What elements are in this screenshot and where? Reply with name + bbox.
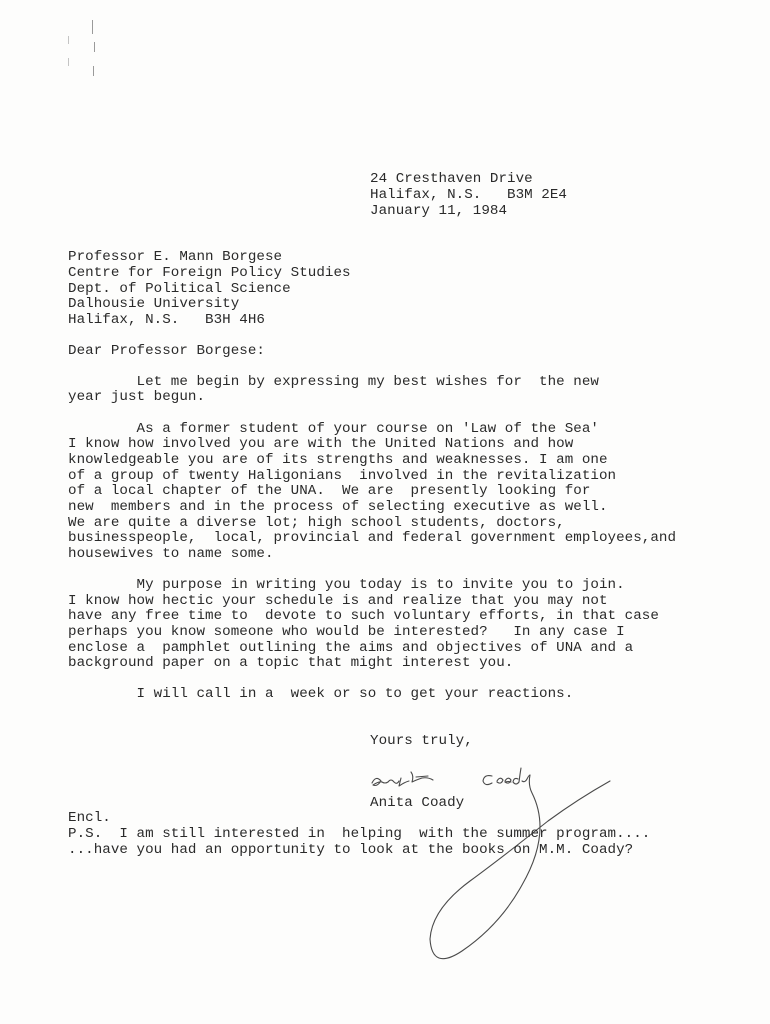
paragraph-line: perhaps you know someone who would be interested? In any case I — [68, 624, 625, 640]
recipient-line: Halifax, N.S. B3H 4H6 — [68, 312, 265, 328]
margin-mark — [68, 58, 69, 66]
paragraph-line: knowledgeable you are of its strengths and weaknesses. I am one — [68, 452, 608, 468]
signer-name: Anita Coady — [370, 795, 465, 811]
margin-mark — [68, 36, 69, 44]
closing: Yours truly, — [370, 733, 473, 749]
paragraph-line: As a former student of your course on 'Law of the Sea' — [68, 421, 599, 437]
margin-mark — [94, 42, 95, 52]
paragraph-line: My purpose in writing you today is to invite you to join. — [68, 577, 625, 593]
salutation: Dear Professor Borgese: — [68, 343, 265, 359]
margin-mark — [93, 66, 94, 76]
paragraph-line: have any free time to devote to such voluntary efforts, in that case — [68, 608, 659, 624]
postscript-line: P.S. I am still interested in helping with the summer program.... — [68, 826, 651, 842]
paragraph-line: I know how hectic your schedule is and realize that you may not — [68, 593, 608, 609]
recipient-line: Centre for Foreign Policy Studies — [68, 265, 351, 281]
recipient-line: Dept. of Political Science — [68, 281, 291, 297]
paragraph-line: of a local chapter of the UNA. We are presently looking for — [68, 483, 591, 499]
margin-mark — [92, 20, 93, 34]
paragraph-line: of a group of twenty Haligonians involved in the revitalization — [68, 468, 617, 484]
letter-date: January 11, 1984 — [370, 203, 508, 219]
paragraph-line: housewives to name some. — [68, 546, 274, 562]
sender-address-line: Halifax, N.S. B3M 2E4 — [370, 187, 567, 203]
paragraph-line: background paper on a topic that might interest you. — [68, 655, 514, 671]
recipient-line: Dalhousie University — [68, 296, 240, 312]
paragraph-line: year just begun. — [68, 389, 206, 405]
sender-address-line: 24 Cresthaven Drive — [370, 171, 533, 187]
paragraph-line: I will call in a week or so to get your reactions. — [68, 686, 574, 702]
recipient-line: Professor E. Mann Borgese — [68, 249, 283, 265]
paragraph-line: new members and in the process of selecting executive as well. — [68, 499, 608, 515]
paragraph-line: We are quite a diverse lot; high school students, doctors, — [68, 515, 565, 531]
paragraph-line: enclose a pamphlet outlining the aims and objectives of UNA and a — [68, 640, 634, 656]
paragraph-line: businesspeople, local, provincial and federal government employees,and — [68, 530, 677, 546]
enclosure-note: Encl. — [68, 810, 111, 826]
postscript-line: ...have you had an opportunity to look at the books on M.M. Coady? — [68, 842, 634, 858]
paragraph-line: I know how involved you are with the United Nations and how — [68, 436, 574, 452]
paragraph-line: Let me begin by expressing my best wishes for the new — [68, 374, 599, 390]
